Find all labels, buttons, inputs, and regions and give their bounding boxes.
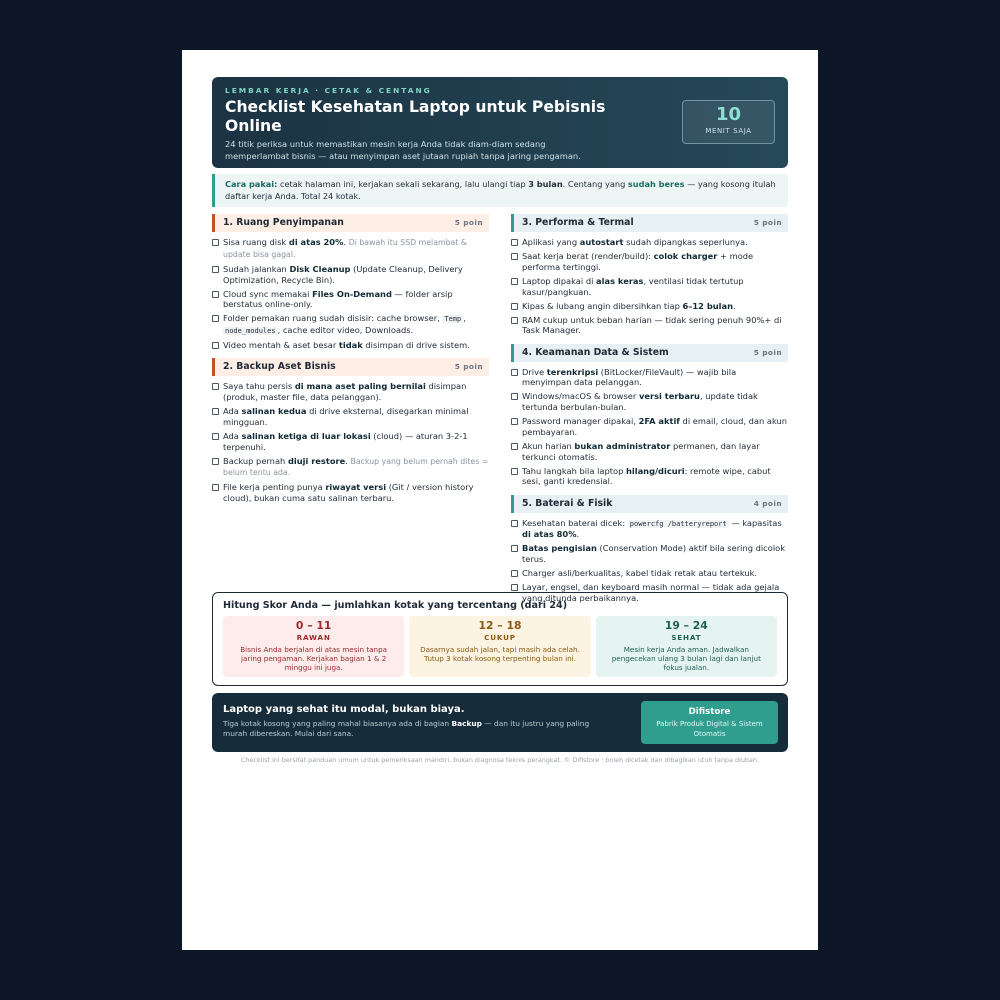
page-title: Checklist Kesehatan Laptop untuk Pebisnis Online	[225, 98, 606, 135]
checklist-item[interactable]: Sisa ruang disk di atas 20%. Di bawah itu SSD melambat & update bisa gagal.	[212, 237, 489, 260]
how-to-emphasis: 3 bulan	[528, 179, 563, 189]
tier-desc: Dasarnya sudah jalan, tapi masih ada celah. Tutup 3 kotak kosong terpenting bulan ini.	[420, 645, 580, 664]
cta-title: Laptop yang sehat itu modal, bukan biaya.	[223, 704, 465, 715]
checklist-item[interactable]: Sudah jalankan Disk Cleanup (Update Cleanup, Delivery Optimization, Recycle Bin).	[212, 264, 489, 285]
tier-cukup	[409, 616, 590, 677]
page-lead: 24 titik periksa untuk memastikan mesin kerja Anda tidak diam-diam sedang memperlambat bisnis — atau menyimpan aset jutaan rupiah tanpa jaring pengaman.	[225, 139, 581, 161]
checklist-item[interactable]: File kerja penting punya riwayat versi (Git / version history cloud), bukan cuma satu salinan terbaru.	[212, 482, 489, 503]
checklist-item[interactable]: Folder pemakan ruang sudah disisir: cache browser, Temp , node_modules , cache editor video, Downloads.	[212, 313, 489, 336]
tier-desc: Mesin kerja Anda aman. Jadwalkan pengecekan ulang 3 bulan lagi dan lanjut fokus jualan.	[611, 645, 761, 673]
how-to-text: . Centang yang	[562, 179, 628, 189]
score-title: Hitung Skor Anda — jumlahkan kotak yang tercentang (dari 24)	[223, 600, 568, 611]
button-brand: Difistore	[688, 707, 731, 717]
section-title: 4. Keamanan Data & Sistem	[522, 346, 669, 358]
checklist-item[interactable]: Video mentah & aset besar tidak disimpan di drive sistem.	[212, 340, 489, 351]
tier-range: 12 – 18	[478, 619, 522, 632]
how-to-text: cetak halaman ini, kerjakan sekali sekarang, lalu ulangi tiap	[277, 179, 529, 189]
how-to-text: — yang kosong itulah daftar kerja Anda. Total 24 kotak.	[225, 179, 776, 201]
checklist-item[interactable]: Kesehatan baterai dicek: powercfg /batteryreport — kapasitas di atas 80%.	[511, 518, 788, 540]
checklist-item[interactable]: Kipas & lubang angin dibersihkan tiap 6–12 bulan.	[511, 301, 788, 312]
checklist-item[interactable]: Akun harian bukan administrator permanen, dan layar terkunci otomatis.	[511, 441, 788, 462]
checklist-item[interactable]: Charger asli/berkualitas, kabel tidak retak atau tertekuk.	[511, 568, 788, 579]
section-title: 2. Backup Aset Bisnis	[223, 361, 336, 373]
cta-banner	[212, 693, 788, 752]
checklist-item[interactable]: Backup pernah diuji restore. Backup yang belum pernah dites = belum tentu ada.	[212, 456, 489, 479]
score-tiers	[223, 616, 777, 677]
time-badge	[682, 100, 775, 144]
section-performance-header	[511, 214, 788, 232]
how-to-note	[212, 174, 788, 207]
checklist-item[interactable]: Drive terenkripsi (BitLocker/FileVault) — wajib bila menyimpan data pelanggan.	[511, 367, 788, 388]
eyebrow: LEMBAR KERJA · CETAK & CENTANG	[225, 86, 432, 95]
section-security-header	[511, 344, 788, 362]
section-points: 5 poin	[753, 347, 782, 357]
button-subtitle: Pabrik Produk Digital & Sistem Otomatis	[656, 720, 763, 738]
section-battery-header	[511, 495, 788, 513]
section-title: 3. Performa & Termal	[522, 217, 634, 228]
tier-rawan	[223, 616, 404, 677]
checklist-item[interactable]: Ada salinan ketiga di luar lokasi (cloud) — aturan 3-2-1 terpenuhi.	[212, 431, 489, 452]
section-points: 5 poin	[753, 218, 782, 227]
right-column	[511, 214, 788, 607]
section-points: 5 poin	[454, 362, 483, 372]
checklist-item[interactable]: Windows/macOS & browser versi terbaru, update tidak tertunda berbulan-bulan.	[511, 391, 788, 412]
checklist-item[interactable]: Saat kerja berat (render/build): colok charger + mode performa tertinggi.	[511, 251, 788, 272]
how-to-label: Cara pakai:	[225, 179, 278, 189]
section-points: 5 poin	[454, 218, 483, 227]
cta-desc: Tiga kotak kosong yang paling mahal biasanya ada di bagian Backup — dan itu justru yang paling murah dibereskan. Mulai dari sana.	[223, 719, 590, 738]
how-to-emphasis: sudah beres	[627, 179, 685, 189]
section-title: 1. Ruang Penyimpanan	[223, 217, 344, 228]
checklist-item[interactable]: Ada salinan kedua di drive eksternal, disegarkan minimal mingguan.	[212, 406, 489, 427]
checklist-item[interactable]: Cloud sync memakai Files On-Demand — folder arsip berstatus online-only.	[212, 289, 489, 310]
section-title: 5. Baterai & Fisik	[522, 497, 613, 509]
tier-label: SEHAT	[671, 633, 702, 642]
checklist-item[interactable]: Saya tahu persis di mana aset paling bernilai disimpan (produk, master file, data pelanggan).	[212, 381, 489, 402]
tier-desc: Bisnis Anda berjalan di atas mesin tanpa jaring pengaman. Kerjakan bagian 1 & 2 minggu ini juga.	[240, 645, 388, 673]
tier-label: CUKUP	[484, 633, 516, 642]
footer-note: Checklist ini bersifat panduan umum untuk pemeriksaan mandiri, bukan diagnosa teknis perangkat. © Difistore · boleh dicetak dan dibagikan utuh tanpa diubah.	[241, 756, 759, 764]
checklist-item[interactable]: Batas pengisian (Conservation Mode) aktif bila sering dicolok terus.	[511, 543, 788, 564]
tier-sehat	[596, 616, 777, 677]
header-banner	[212, 77, 788, 168]
checklist-page	[182, 50, 818, 950]
tier-range: 19 – 24	[664, 619, 708, 632]
time-badge-number: 10	[715, 104, 742, 125]
section-backup-header	[212, 358, 489, 376]
checklist-item[interactable]: RAM cukup untuk beban harian — tidak sering penuh 90%+ di Task Manager.	[511, 315, 788, 336]
checklist-item[interactable]: Tahu langkah bila laptop hilang/dicuri: remote wipe, cabut sesi, ganti kredensial.	[511, 466, 788, 487]
checklist-columns	[212, 214, 788, 603]
tier-label: RAWAN	[296, 633, 331, 642]
difistore-button[interactable]	[641, 701, 778, 744]
checklist-item[interactable]: Layar, engsel, dan keyboard masih normal — tidak ada gejala yang ditunda perbaikannya.	[511, 582, 788, 603]
section-storage-header	[212, 214, 489, 232]
checklist-item[interactable]: Password manager dipakai, 2FA aktif di email, cloud, dan akun pembayaran.	[511, 416, 788, 437]
checklist-item[interactable]: Laptop dipakai di alas keras, ventilasi tidak tertutup kasur/pangkuan.	[511, 276, 788, 297]
checklist-item[interactable]: Aplikasi yang autostart sudah dipangkas seperlunya.	[511, 237, 788, 248]
left-column	[212, 214, 489, 507]
time-badge-unit: MENIT SAJA	[705, 127, 752, 135]
tier-range: 0 – 11	[295, 619, 332, 632]
section-points: 4 poin	[753, 498, 782, 508]
